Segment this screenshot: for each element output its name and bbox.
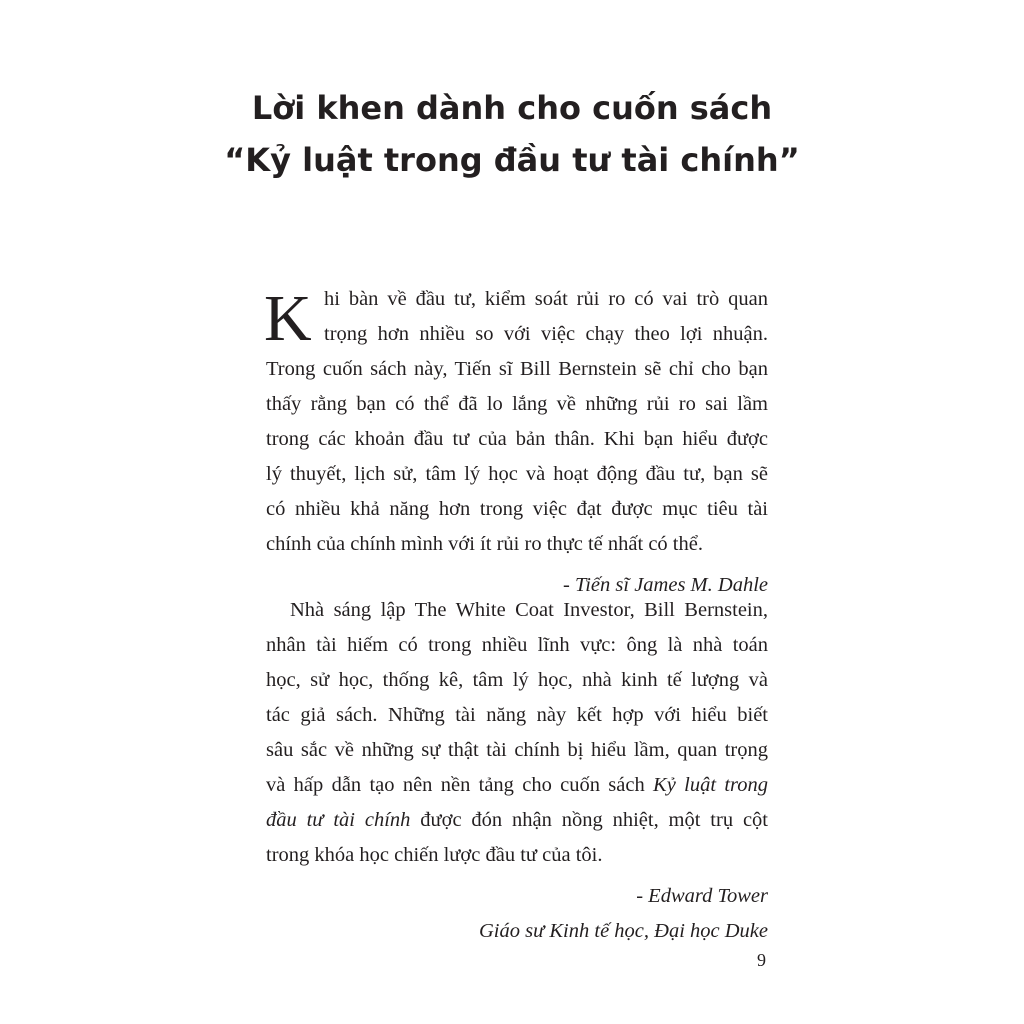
attribution-dahle: - Tiến sĩ James M. Dahle [563,574,768,596]
paragraph-line: trong các khoản đầu tư của bản thân. Khi bạn hiểu được [266,428,768,450]
paragraph-line: Nhà sáng lập The White Coat Investor, Bill Bernstein, [290,599,768,621]
book-title-italic: Kỷ luật trong [653,774,768,796]
drop-cap: K [264,282,312,355]
line-text: và hấp dẫn tạo nên nền tảng cho cuốn sách [266,774,654,796]
page-number: 9 [757,950,766,970]
attribution-tower-title: Giáo sư Kinh tế học, Đại học Duke [478,920,768,942]
paragraph-line: chính của chính mình với ít rủi ro thực tế nhất có thể. [266,533,703,555]
title-line-1: Lời khen dành cho cuốn sách [251,89,773,127]
paragraph-line: nhân tài hiếm có trong nhiều lĩnh vực: ông là nhà toán [266,634,768,656]
testimonial-tower [266,593,768,949]
line-text: được đón nhận nồng nhiệt, một trụ cột [410,809,768,831]
title-line-2: “Kỷ luật trong đầu tư tài chính” [224,141,800,179]
attribution-tower-name: - Edward Tower [636,885,768,907]
paragraph-line: lý thuyết, lịch sử, tâm lý học và hoạt động đầu tư, bạn sẽ [266,463,768,485]
page-title [0,82,1024,186]
testimonial-dahle [266,282,768,603]
paragraph-line: tác giả sách. Những tài năng này kết hợp với hiểu biết [266,704,768,726]
paragraph-line [266,768,768,803]
paragraph-line: hi bàn về đầu tư, kiểm soát rủi ro có vai trò quan [324,288,768,310]
paragraph-line: học, sử học, thống kê, tâm lý học, nhà kinh tế lượng và [266,669,768,691]
paragraph-line: thấy rằng bạn có thể đã lo lắng về những rủi ro sai lầm [266,393,768,415]
paragraph-line: sâu sắc về những sự thật tài chính bị hiểu lầm, quan trọng [266,739,768,761]
book-title-italic: đầu tư tài chính [266,809,411,831]
paragraph-line: trọng hơn nhiều so với việc chạy theo lợi nhuận. [324,323,768,345]
paragraph-line: có nhiều khả năng hơn trong việc đạt được mục tiêu tài [266,498,768,520]
paragraph-line: trong khóa học chiến lược đầu tư của tôi. [266,844,603,866]
paragraph-line: Trong cuốn sách này, Tiến sĩ Bill Bernstein sẽ chỉ cho bạn [266,358,768,380]
paragraph-line [266,803,768,838]
